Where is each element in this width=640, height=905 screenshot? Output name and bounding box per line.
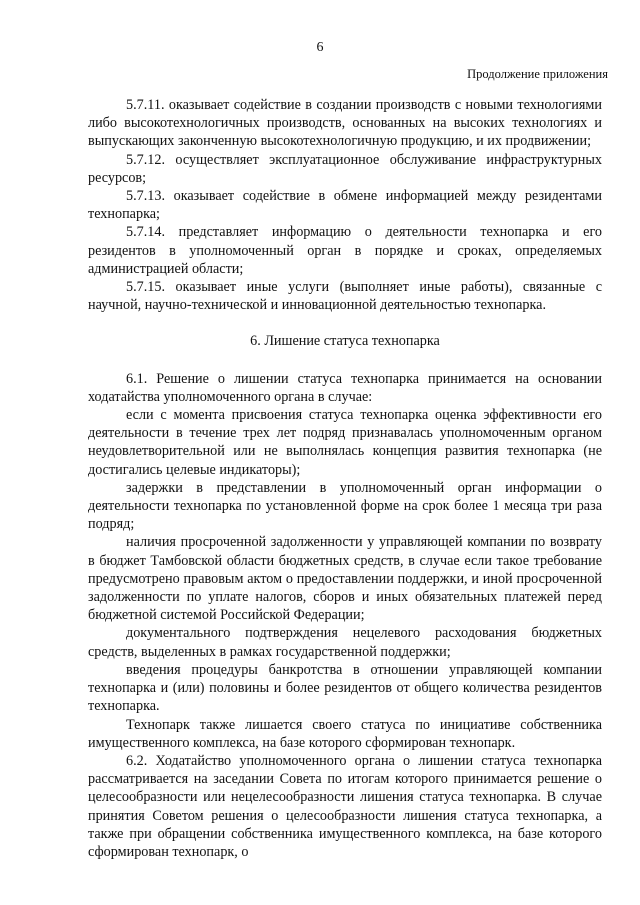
paragraph-5-7-15: 5.7.15. оказывает иные услуги (выполняет иные работы), связанные с научной, научно-технической и инновационной деятельностью технопарка. (88, 279, 602, 314)
paragraph-6-1: 6.1. Решение о лишении статуса технопарка принимается на основании ходатайства уполномоченного органа в случае: (88, 370, 602, 405)
paragraph-condition-misuse: документального подтверждения нецелевого расходования бюджетных средств, выделенных в рамках государственной поддержки; (88, 625, 602, 660)
paragraph-condition-reporting: задержки в представлении в уполномоченный орган информации о деятельности технопарка по установленной форме на срок более 1 месяца три раза подряд; (88, 479, 602, 533)
paragraph-5-7-11: 5.7.11. оказывает содействие в создании производств с новыми технологиями либо высокотехнологичных производств, основанных на высоких технологиях и выпускающих законченную высокотехнологичную продукцию, и их продвижении; (88, 97, 602, 150)
paragraph-condition-efficiency: если с момента присвоения статуса технопарка оценка эффективности его деятельности в течение трех лет подряд признавалась уполномоченным органом неудовлетворительной или не выполнялась концепция развития технопарка (не достигались целевые индикаторы); (88, 407, 602, 478)
paragraph-5-7-14: 5.7.14. представляет информацию о деятельности технопарка и его резидентов в уполномоченный орган в порядке и сроках, определяемых администрацией области; (88, 224, 602, 277)
document-body (88, 96, 602, 861)
paragraph-condition-debt: наличия просроченной задолженности у управляющей компании по возврату в бюджет Тамбовской области бюджетных средств, в случае если такое требование предусмотрено правовым актом о предоставлении поддержки, и иной просроченной задолженности по уплате налогов, сборов и иных обязательных платежей перед бюджетной системой Российской Федерации; (88, 534, 602, 624)
section-title: 6. Лишение статуса технопарка (250, 333, 440, 350)
paragraph-owner-initiative: Технопарк также лишается своего статуса по инициативе собственника имущественного комплекса, на базе которого сформирован технопарк. (88, 716, 602, 751)
paragraph-condition-bankruptcy: введения процедуры банкротства в отношении управляющей компании технопарка и (или) половины и более резидентов от общего количества резидентов технопарка. (88, 661, 602, 715)
page-number: 6 (316, 40, 324, 55)
paragraph-5-7-13: 5.7.13. оказывает содействие в обмене информацией между резидентами технопарка; (88, 188, 602, 223)
paragraph-5-7-12: 5.7.12. осуществляет эксплуатационное обслуживание инфраструктурных ресурсов; (88, 151, 602, 186)
running-header: Продолжение приложения (467, 67, 608, 81)
paragraph-6-2: 6.2. Ходатайство уполномоченного органа о лишении статуса технопарка рассматривается на заседании Совета по итогам которого принимается решение о целесообразности или нецелесообразности лишения статуса технопарка. В случае принятия Советом решения о целесообразности лишения статуса технопарка, а также при обращении собственника имущественного комплекса, на базе которого сформирован технопарк, о (88, 752, 602, 860)
